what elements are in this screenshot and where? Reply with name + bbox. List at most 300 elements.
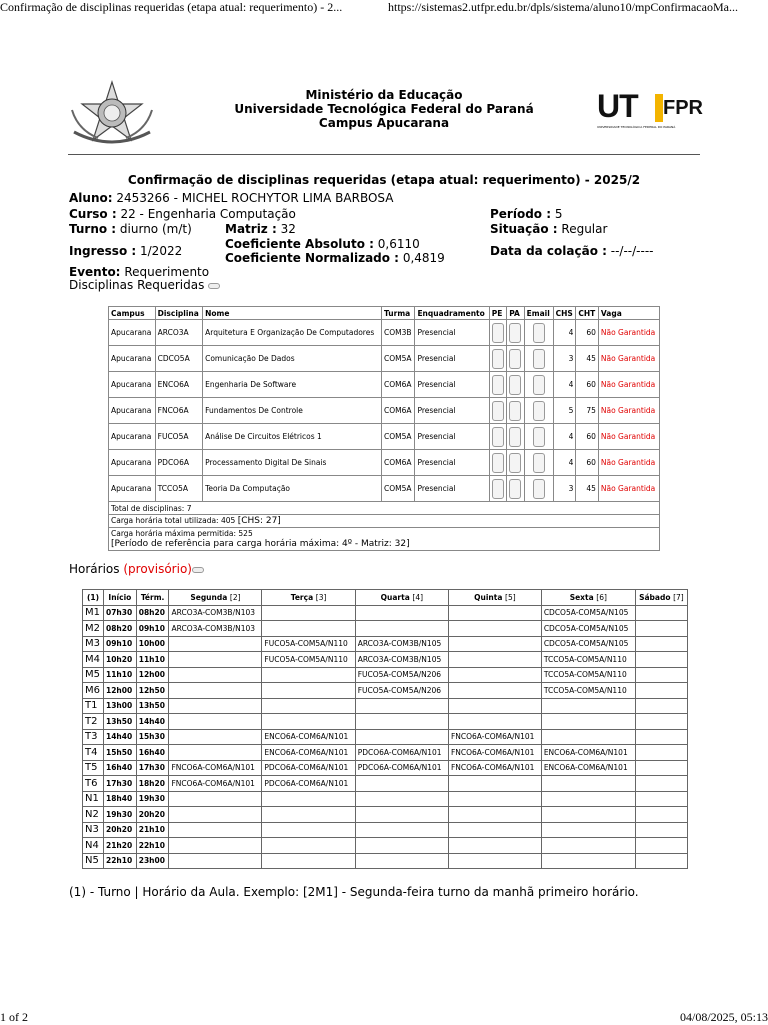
turno-cell: T3 — [83, 729, 104, 745]
class-slot: FUCO5A-COM5A/N110 — [262, 652, 355, 668]
chs-cell: 3 — [553, 476, 576, 502]
email-cell — [524, 320, 553, 346]
turno-cell: N4 — [83, 838, 104, 854]
vaga-status: Não Garantida — [598, 346, 659, 372]
horario-row — [83, 636, 688, 652]
disciplina-name-cell: Processamento Digital De Sinais — [203, 450, 382, 476]
disciplina-row — [109, 476, 660, 502]
horario-row — [83, 791, 688, 807]
inicio-cell: 13h50 — [103, 714, 136, 730]
horario-row — [83, 667, 688, 683]
utfpr-logo-fpr: FPR — [663, 97, 703, 119]
coef-norm-label: Coeficiente Normalizado : — [225, 251, 399, 265]
day-name: Sábado — [639, 592, 671, 602]
disciplina-code-cell: ARCO3A — [155, 320, 202, 346]
header-divider — [68, 154, 700, 155]
email-cell — [524, 372, 553, 398]
inicio-cell: 18h40 — [103, 791, 136, 807]
class-slot: TCCO5A-COM5A/N110 — [541, 667, 635, 683]
cht-cell: 60 — [576, 372, 599, 398]
enquadramento-cell: Presencial — [415, 372, 489, 398]
institution-campus: Campus Apucarana — [318, 116, 450, 130]
class-slot — [262, 714, 355, 730]
enquadramento-cell: Presencial — [415, 424, 489, 450]
vaga-status: Não Garantida — [598, 372, 659, 398]
class-slot — [169, 838, 262, 854]
class-slot: PDCO6A-COM6A/N101 — [355, 745, 448, 761]
aluno-label: Aluno: — [69, 191, 113, 205]
class-slot: ENCO6A-COM6A/N101 — [262, 745, 355, 761]
turma-cell: COM6A — [382, 398, 415, 424]
disciplina-code-cell: TCCO5A — [155, 476, 202, 502]
ingresso-label: Ingresso : — [69, 244, 137, 258]
class-slot — [355, 853, 448, 869]
cht-cell: 75 — [576, 398, 599, 424]
class-slot: CDCO5A-COM5A/N105 — [541, 605, 635, 621]
class-slot — [541, 838, 635, 854]
horarios-toggle-button[interactable] — [192, 567, 204, 573]
class-slot — [541, 714, 635, 730]
campus-cell: Apucarana — [109, 476, 156, 502]
email-cell — [524, 476, 553, 502]
turma-cell: COM3B — [382, 320, 415, 346]
horario-row — [83, 621, 688, 637]
utfpr-logo — [597, 88, 703, 132]
total-disciplinas: Total de disciplinas: 7 — [109, 502, 660, 515]
colacao-label: Data da colação : — [490, 244, 607, 258]
turma-cell: COM5A — [382, 424, 415, 450]
pe-checkbox[interactable] — [492, 479, 504, 499]
class-slot — [541, 807, 635, 823]
class-slot: PDCO6A-COM6A/N101 — [262, 776, 355, 792]
carga-max-ref: [Período de referência para carga horária máxima: 4º - Matriz: 32] — [111, 539, 410, 549]
disciplinas-col-1: Disciplina — [155, 307, 202, 320]
class-slot — [448, 667, 541, 683]
termino-cell: 22h10 — [136, 838, 169, 854]
disciplinas-col-10: Vaga — [598, 307, 659, 320]
disciplina-row — [109, 320, 660, 346]
day-col-2 — [355, 590, 448, 606]
inicio-col: Início — [103, 590, 136, 606]
day-number: [2] — [229, 592, 241, 602]
pa-checkbox[interactable] — [509, 323, 521, 343]
termino-col: Térm. — [136, 590, 169, 606]
turno-cell: M4 — [83, 652, 104, 668]
campus-cell: Apucarana — [109, 398, 156, 424]
institution-university: Universidade Tecnológica Federal do Paraná — [234, 102, 534, 116]
disciplinas-col-7: Email — [524, 307, 553, 320]
inicio-cell: 13h00 — [103, 698, 136, 714]
vaga-status: Não Garantida — [598, 320, 659, 346]
cht-cell: 60 — [576, 320, 599, 346]
disciplinas-col-3: Turma — [382, 307, 415, 320]
turno-cell: M6 — [83, 683, 104, 699]
class-slot — [448, 652, 541, 668]
disciplinas-toggle-button[interactable] — [208, 283, 220, 289]
class-slot — [355, 605, 448, 621]
email-cell — [524, 424, 553, 450]
campus-cell: Apucarana — [109, 450, 156, 476]
class-slot — [635, 838, 687, 854]
class-slot: CDCO5A-COM5A/N105 — [541, 636, 635, 652]
turno-cell: N2 — [83, 807, 104, 823]
email-checkbox[interactable] — [533, 323, 545, 343]
carga-total: Carga horária total utilizada: 405 — [111, 516, 236, 525]
class-slot — [635, 745, 687, 761]
cht-cell: 45 — [576, 346, 599, 372]
email-cell — [524, 398, 553, 424]
horario-row — [83, 807, 688, 823]
carga-total-chs: [CHS: 27] — [237, 516, 281, 526]
disciplina-name-cell: Análise De Circuitos Elétricos 1 — [203, 424, 382, 450]
horario-row — [83, 838, 688, 854]
day-col-5 — [635, 590, 687, 606]
class-slot — [448, 714, 541, 730]
class-slot — [541, 729, 635, 745]
horarios-provisorio: (provisório) — [123, 562, 192, 576]
inicio-cell: 14h40 — [103, 729, 136, 745]
disciplina-row — [109, 450, 660, 476]
turno-cell: M1 — [83, 605, 104, 621]
carga-max-row — [109, 528, 660, 551]
pe-cell — [489, 450, 506, 476]
enquadramento-cell: Presencial — [415, 476, 489, 502]
turma-cell: COM5A — [382, 476, 415, 502]
email-cell — [524, 346, 553, 372]
class-slot: ARCO3A-COM3B/N103 — [169, 621, 262, 637]
class-slot — [635, 822, 687, 838]
inicio-cell: 11h10 — [103, 667, 136, 683]
horario-row — [83, 745, 688, 761]
turno-cell: T6 — [83, 776, 104, 792]
class-slot — [635, 807, 687, 823]
class-slot: FUCO5A-COM5A/N206 — [355, 683, 448, 699]
enquadramento-cell: Presencial — [415, 398, 489, 424]
class-slot — [635, 776, 687, 792]
horario-row — [83, 652, 688, 668]
situacao-label: Situação : — [490, 222, 558, 236]
horario-row — [83, 683, 688, 699]
class-slot — [448, 698, 541, 714]
print-header-url: https://sistemas2.utfpr.edu.br/dpls/sistema/aluno10/mpConfirmacaoMa... — [388, 0, 738, 14]
disciplina-name-cell: Engenharia De Software — [203, 372, 382, 398]
inicio-cell: 19h30 — [103, 807, 136, 823]
pa-cell — [507, 346, 524, 372]
disciplina-code-cell: FNCO6A — [155, 398, 202, 424]
class-slot — [169, 729, 262, 745]
email-cell — [524, 450, 553, 476]
disciplina-code-cell: FUCO5A — [155, 424, 202, 450]
class-slot — [355, 791, 448, 807]
class-slot — [262, 667, 355, 683]
horario-row — [83, 714, 688, 730]
disciplina-name-cell: Comunicação De Dados — [203, 346, 382, 372]
matriz-label: Matriz : — [225, 222, 277, 236]
pa-checkbox[interactable] — [509, 401, 521, 421]
matriz-value: 32 — [280, 222, 296, 236]
class-slot — [448, 853, 541, 869]
class-slot — [448, 791, 541, 807]
disciplina-code-cell: PDCO6A — [155, 450, 202, 476]
class-slot: PDCO6A-COM6A/N101 — [262, 760, 355, 776]
pa-cell — [507, 476, 524, 502]
class-slot — [262, 605, 355, 621]
horario-row — [83, 605, 688, 621]
turno-label: Turno : — [69, 222, 117, 236]
disciplinas-col-0: Campus — [109, 307, 156, 320]
pe-checkbox[interactable] — [492, 401, 504, 421]
class-slot: TCCO5A-COM5A/N110 — [541, 652, 635, 668]
vaga-status: Não Garantida — [598, 424, 659, 450]
turno-col: (1) — [83, 590, 104, 606]
coef-norm-value: 0,4819 — [402, 251, 445, 265]
pe-cell — [489, 424, 506, 450]
termino-cell: 12h50 — [136, 683, 169, 699]
page-title: Confirmação de disciplinas requeridas (etapa atual: requerimento) - 2025/2 — [127, 173, 641, 187]
class-slot: ARCO3A-COM3B/N103 — [169, 605, 262, 621]
class-slot: ENCO6A-COM6A/N101 — [541, 760, 635, 776]
turma-cell: COM5A — [382, 346, 415, 372]
turno-cell: N1 — [83, 791, 104, 807]
disciplinas-col-8: CHS — [553, 307, 576, 320]
utfpr-logo-subtitle: UNIVERSIDADE TECNOLÓGICA FEDERAL DO PARANÁ — [597, 125, 676, 129]
utfpr-logo-ut: UT — [597, 88, 638, 124]
pa-checkbox[interactable] — [509, 427, 521, 447]
inicio-cell: 17h30 — [103, 776, 136, 792]
termino-cell: 19h30 — [136, 791, 169, 807]
disciplina-code-cell: ENCO6A — [155, 372, 202, 398]
email-checkbox[interactable] — [533, 453, 545, 473]
pe-checkbox[interactable] — [492, 453, 504, 473]
class-slot — [541, 853, 635, 869]
class-slot: TCCO5A-COM5A/N110 — [541, 683, 635, 699]
termino-cell: 17h30 — [136, 760, 169, 776]
class-slot — [169, 636, 262, 652]
class-slot — [262, 683, 355, 699]
pe-checkbox[interactable] — [492, 349, 504, 369]
evento-value: Requerimento — [124, 265, 210, 279]
email-checkbox[interactable] — [533, 401, 545, 421]
termino-cell: 10h00 — [136, 636, 169, 652]
turno-cell: T4 — [83, 745, 104, 761]
pa-checkbox[interactable] — [509, 453, 521, 473]
class-slot — [169, 745, 262, 761]
class-slot — [262, 807, 355, 823]
inicio-cell: 12h00 — [103, 683, 136, 699]
class-slot — [448, 838, 541, 854]
pe-checkbox[interactable] — [492, 427, 504, 447]
class-slot — [169, 822, 262, 838]
class-slot: ENCO6A-COM6A/N101 — [262, 729, 355, 745]
curso-value: 22 - Engenharia Computação — [120, 207, 296, 221]
inicio-cell: 15h50 — [103, 745, 136, 761]
class-slot — [635, 636, 687, 652]
class-slot — [355, 822, 448, 838]
class-slot — [262, 853, 355, 869]
email-checkbox[interactable] — [533, 349, 545, 369]
vaga-status: Não Garantida — [598, 476, 659, 502]
day-name: Terça — [290, 592, 314, 602]
inicio-cell: 09h10 — [103, 636, 136, 652]
class-slot — [448, 822, 541, 838]
turno-value: diurno (m/t) — [119, 222, 192, 236]
class-slot — [448, 807, 541, 823]
disciplinas-table — [108, 306, 660, 551]
pa-cell — [507, 398, 524, 424]
class-slot: ARCO3A-COM3B/N105 — [355, 652, 448, 668]
pe-cell — [489, 346, 506, 372]
turma-cell: COM6A — [382, 372, 415, 398]
vaga-status: Não Garantida — [598, 398, 659, 424]
campus-cell: Apucarana — [109, 320, 156, 346]
class-slot — [448, 621, 541, 637]
class-slot — [635, 667, 687, 683]
inicio-cell: 10h20 — [103, 652, 136, 668]
turno-cell: M5 — [83, 667, 104, 683]
inicio-cell: 16h40 — [103, 760, 136, 776]
horarios-footnote: (1) - Turno | Horário da Aula. Exemplo: [2M1] - Segunda-feira turno da manhã primeiro horário. — [69, 885, 639, 899]
class-slot: FNCO6A-COM6A/N101 — [448, 760, 541, 776]
class-slot — [262, 838, 355, 854]
horario-row — [83, 822, 688, 838]
turno-cell: N5 — [83, 853, 104, 869]
inicio-cell: 21h20 — [103, 838, 136, 854]
class-slot — [635, 760, 687, 776]
horarios-label: Horários — [69, 562, 120, 576]
turno-cell: M3 — [83, 636, 104, 652]
class-slot — [169, 714, 262, 730]
class-slot: FUCO5A-COM5A/N110 — [262, 636, 355, 652]
class-slot — [262, 698, 355, 714]
turma-cell: COM6A — [382, 450, 415, 476]
day-col-4 — [541, 590, 635, 606]
chs-cell: 3 — [553, 346, 576, 372]
campus-cell: Apucarana — [109, 372, 156, 398]
carga-total-row — [109, 515, 660, 528]
class-slot — [448, 605, 541, 621]
horarios-table — [82, 589, 688, 869]
email-checkbox[interactable] — [533, 427, 545, 447]
pa-cell — [507, 450, 524, 476]
horarios-header-row — [83, 590, 688, 606]
class-slot: PDCO6A-COM6A/N101 — [355, 760, 448, 776]
class-slot — [355, 698, 448, 714]
class-slot — [355, 621, 448, 637]
pe-checkbox[interactable] — [492, 375, 504, 395]
day-name: Sexta — [569, 592, 594, 602]
disciplinas-col-6: PA — [507, 307, 524, 320]
pa-checkbox[interactable] — [509, 479, 521, 499]
termino-cell: 15h30 — [136, 729, 169, 745]
aluno-value: 2453266 - MICHEL ROCHYTOR LIMA BARBOSA — [116, 191, 394, 205]
termino-cell: 21h10 — [136, 822, 169, 838]
class-slot — [355, 807, 448, 823]
class-slot — [448, 683, 541, 699]
periodo-label: Período : — [490, 207, 552, 221]
day-col-1 — [262, 590, 355, 606]
inicio-cell: 22h10 — [103, 853, 136, 869]
evento-label: Evento: — [69, 265, 121, 279]
chs-cell: 4 — [553, 424, 576, 450]
termino-cell: 16h40 — [136, 745, 169, 761]
day-col-3 — [448, 590, 541, 606]
email-checkbox[interactable] — [533, 375, 545, 395]
termino-cell: 08h20 — [136, 605, 169, 621]
class-slot: FUCO5A-COM5A/N206 — [355, 667, 448, 683]
class-slot — [262, 822, 355, 838]
termino-cell: 13h50 — [136, 698, 169, 714]
class-slot — [169, 652, 262, 668]
print-footer-page: 1 of 2 — [0, 1010, 28, 1024]
pa-cell — [507, 424, 524, 450]
coef-abs-value: 0,6110 — [377, 237, 420, 251]
horario-row — [83, 776, 688, 792]
institution-ministry: Ministério da Educação — [305, 88, 463, 102]
class-slot — [355, 776, 448, 792]
class-slot — [169, 667, 262, 683]
ingresso-value: 1/2022 — [140, 244, 183, 258]
class-slot: FNCO6A-COM6A/N101 — [169, 760, 262, 776]
class-slot — [541, 791, 635, 807]
turno-cell: M2 — [83, 621, 104, 637]
turno-cell: T1 — [83, 698, 104, 714]
disciplinas-col-2: Nome — [203, 307, 382, 320]
class-slot — [635, 729, 687, 745]
disciplinas-col-4: Enquadramento — [415, 307, 489, 320]
total-row — [109, 502, 660, 515]
horario-row — [83, 698, 688, 714]
enquadramento-cell: Presencial — [415, 346, 489, 372]
day-col-0 — [169, 590, 262, 606]
cht-cell: 60 — [576, 424, 599, 450]
pa-checkbox[interactable] — [509, 349, 521, 369]
class-slot — [635, 621, 687, 637]
class-slot — [635, 605, 687, 621]
chs-cell: 4 — [553, 372, 576, 398]
disciplina-row — [109, 398, 660, 424]
inicio-cell: 08h20 — [103, 621, 136, 637]
email-checkbox[interactable] — [533, 479, 545, 499]
termino-cell: 14h40 — [136, 714, 169, 730]
day-number: [3] — [315, 592, 327, 602]
cht-cell: 45 — [576, 476, 599, 502]
disciplina-row — [109, 346, 660, 372]
print-footer-datetime: 04/08/2025, 05:13 — [679, 1010, 768, 1024]
pe-cell — [489, 320, 506, 346]
class-slot: CDCO5A-COM5A/N105 — [541, 621, 635, 637]
class-slot — [169, 683, 262, 699]
horario-row — [83, 729, 688, 745]
disciplina-name-cell: Fundamentos De Controle — [203, 398, 382, 424]
disciplinas-label: Disciplinas Requeridas — [69, 278, 205, 292]
class-slot: FNCO6A-COM6A/N101 — [169, 776, 262, 792]
class-slot — [635, 791, 687, 807]
inicio-cell: 20h20 — [103, 822, 136, 838]
disciplinas-col-5: PE — [489, 307, 506, 320]
day-number: [4] — [412, 592, 424, 602]
class-slot: FNCO6A-COM6A/N101 — [448, 729, 541, 745]
enquadramento-cell: Presencial — [415, 320, 489, 346]
pa-checkbox[interactable] — [509, 375, 521, 395]
turno-cell: T5 — [83, 760, 104, 776]
termino-cell: 11h10 — [136, 652, 169, 668]
day-name: Segunda — [190, 592, 228, 602]
class-slot — [635, 683, 687, 699]
class-slot — [355, 714, 448, 730]
class-slot — [635, 698, 687, 714]
pe-checkbox[interactable] — [492, 323, 504, 343]
turno-cell: N3 — [83, 822, 104, 838]
